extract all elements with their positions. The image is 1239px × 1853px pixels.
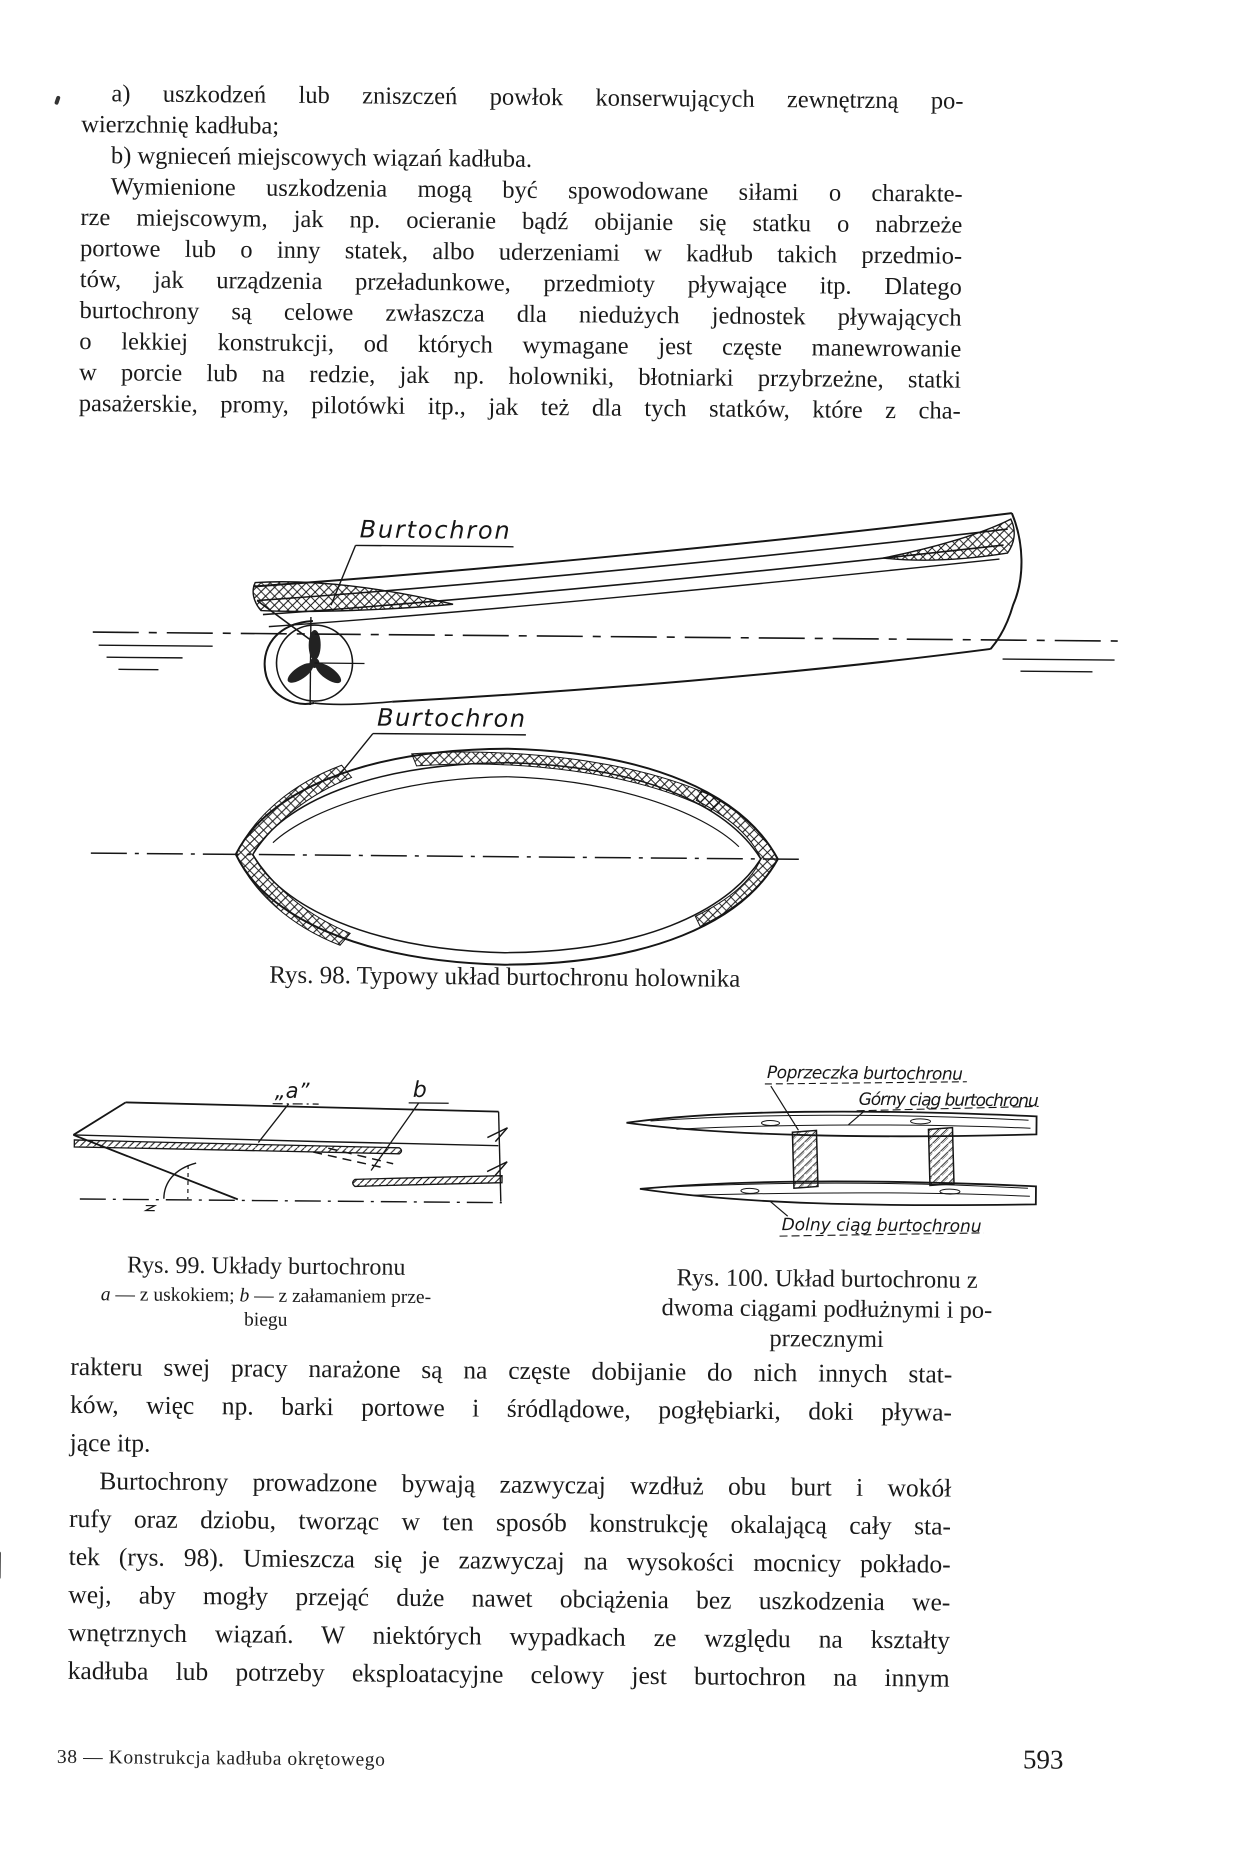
deck-left-rake bbox=[73, 1102, 125, 1135]
text-line: a) uszkodzeń lub zniszczeń powłok konserwujących zewnętrzną po- bbox=[81, 78, 963, 117]
subcaption-line: a — z uskokiem; b — z załamaniem prze- bbox=[51, 1283, 481, 1311]
propeller bbox=[285, 630, 345, 687]
label-b-leader bbox=[371, 1103, 419, 1171]
figure-label: b bbox=[413, 1078, 427, 1103]
cross-post-right bbox=[928, 1127, 955, 1185]
fig98-plan-view bbox=[90, 701, 807, 967]
label-underline bbox=[356, 545, 514, 546]
top-text-block bbox=[79, 78, 964, 427]
text-line: o lekkiej konstrukcji, od których wymagane jest częste manewrowanie bbox=[79, 326, 961, 365]
hull-bottom-line bbox=[392, 644, 990, 707]
figure-caption: Rys. 98. Typowy układ burtochronu holownika bbox=[150, 961, 860, 995]
lower-log-knot bbox=[741, 1188, 759, 1193]
break-edge bbox=[498, 1112, 502, 1202]
text-line: rufy oraz dziobu, tworząc w ten sposób konstrukcję okalającą cały sta- bbox=[69, 1500, 951, 1546]
figure-label: Burtochron bbox=[377, 704, 525, 733]
text-line: portowe lub o inny statek, albo uderzeniami w kadłub takich przedmio- bbox=[80, 233, 962, 272]
break-symbol-2 bbox=[487, 1162, 507, 1176]
figure-label: Poprzeczka burtochronu bbox=[767, 1063, 963, 1085]
figure-100-illustration bbox=[619, 1037, 1041, 1276]
label-poprzeczka-leader bbox=[770, 1086, 798, 1130]
cross-post-left bbox=[792, 1130, 819, 1188]
water-dashes-right bbox=[1002, 659, 1114, 672]
label-gorny-leader bbox=[849, 1111, 865, 1125]
fig98-side-view bbox=[92, 505, 1119, 712]
label-underline bbox=[373, 734, 526, 735]
text-line: wierzchnię kadłuba; bbox=[81, 109, 963, 148]
page-number: 593 bbox=[1023, 1744, 1064, 1775]
text-line: rze miejscowym, jak np. ocieranie bądź obijanie się statku o nabrzeże bbox=[80, 202, 962, 241]
footer-note: 38 — Konstrukcja kadłuba okrętowego bbox=[57, 1747, 386, 1772]
waterline bbox=[93, 632, 1118, 641]
label-dolny-leader bbox=[770, 1201, 788, 1216]
caption-line: Rys. 100. Układ burtochronu z bbox=[615, 1263, 1039, 1297]
deck-top-edge bbox=[126, 1102, 499, 1111]
text-line: kadłuba lub potrzeby eksploatacyjne celowy jest burtochron na innym bbox=[68, 1652, 950, 1698]
label-a-leader bbox=[258, 1104, 288, 1143]
text-line: wnętrznych wiązań. W niektórych wypadkach ze względu na kształty bbox=[68, 1614, 950, 1660]
figure-label: Burtochron bbox=[360, 515, 510, 544]
bow-fender-hatch bbox=[883, 518, 1014, 561]
figure-subcaption bbox=[51, 1283, 481, 1335]
caption-line: dwoma ciągami podłużnymi i po- bbox=[615, 1293, 1039, 1327]
figure-label: „a” bbox=[275, 1079, 311, 1103]
text-line: rakteru swej pracy narażone są na częste dobijanie do nich innych stat- bbox=[70, 1348, 952, 1394]
stern-fender-hatch bbox=[253, 581, 453, 612]
break-symbol-1 bbox=[487, 1128, 507, 1142]
baseline bbox=[80, 1199, 502, 1203]
text-line: tek (rys. 98). Umieszcza się je zazwyczaj na wysokości mocnicy pokłado- bbox=[69, 1538, 951, 1584]
stray-mark bbox=[146, 1206, 155, 1211]
text-line: Wymienione uszkodzenia mogą być spowodowane siłami o charakte- bbox=[81, 171, 963, 210]
figure-98-illustration bbox=[60, 455, 1144, 969]
text-line: w porcie lub na redzie, jak np. holowniki, błotniarki przybrzeżne, statki bbox=[79, 357, 961, 396]
step-dash-1 bbox=[313, 1152, 383, 1168]
plan-centerline bbox=[91, 853, 806, 859]
figure-caption: Rys. 99. Układy burtochronu bbox=[61, 1252, 471, 1283]
figure-label: Dolny ciąg burtochronu bbox=[782, 1215, 982, 1237]
water-dashes-left bbox=[98, 645, 212, 670]
text-line: b) wgnieceń miejscowych wiązań kadłuba. bbox=[81, 140, 963, 179]
text-line: wej, aby mogły przejąć duże nawet obciążenia bez uszkodzenia we- bbox=[68, 1576, 950, 1622]
upper-log-outline bbox=[626, 1110, 1036, 1138]
text-line: pasażerskie, promy, pilotówki itp., jak też dla tych statków, które z cha- bbox=[79, 388, 961, 427]
fender-strip-b bbox=[353, 1174, 502, 1187]
scan-artifact bbox=[0, 1551, 1, 1579]
upper-log-grain-2 bbox=[676, 1123, 1030, 1132]
subcaption-line: biegu bbox=[51, 1307, 481, 1335]
lower-log-grain-2 bbox=[690, 1191, 1030, 1198]
upper-log-knot bbox=[761, 1120, 779, 1125]
caption-line: przecznymi bbox=[615, 1323, 1039, 1357]
figure-99-illustration bbox=[65, 1048, 527, 1257]
text-line: tów, jak urządzenia przeładunkowe, przedmioty pływające itp. Dlatego bbox=[80, 264, 962, 303]
upper-log-knot bbox=[911, 1119, 931, 1124]
bottom-text-block bbox=[68, 1348, 953, 1698]
figure-label: Górny ciąg burtochronu bbox=[859, 1090, 1039, 1112]
text-line: ków, więc np. barki portowe i śródlądowe, pogłębiarki, doki pływa- bbox=[70, 1386, 952, 1432]
text-line: Burtochrony prowadzone bywają zazwyczaj wzdłuż obu burt i wokół bbox=[69, 1462, 951, 1508]
text-line: burtochrony są celowe zwłaszcza dla niedużych jednostek pływających bbox=[79, 295, 961, 334]
label-leader-line bbox=[338, 733, 373, 777]
scan-artifact bbox=[54, 95, 61, 105]
text-line: jące itp. bbox=[70, 1424, 952, 1470]
figure-caption bbox=[615, 1263, 1040, 1357]
